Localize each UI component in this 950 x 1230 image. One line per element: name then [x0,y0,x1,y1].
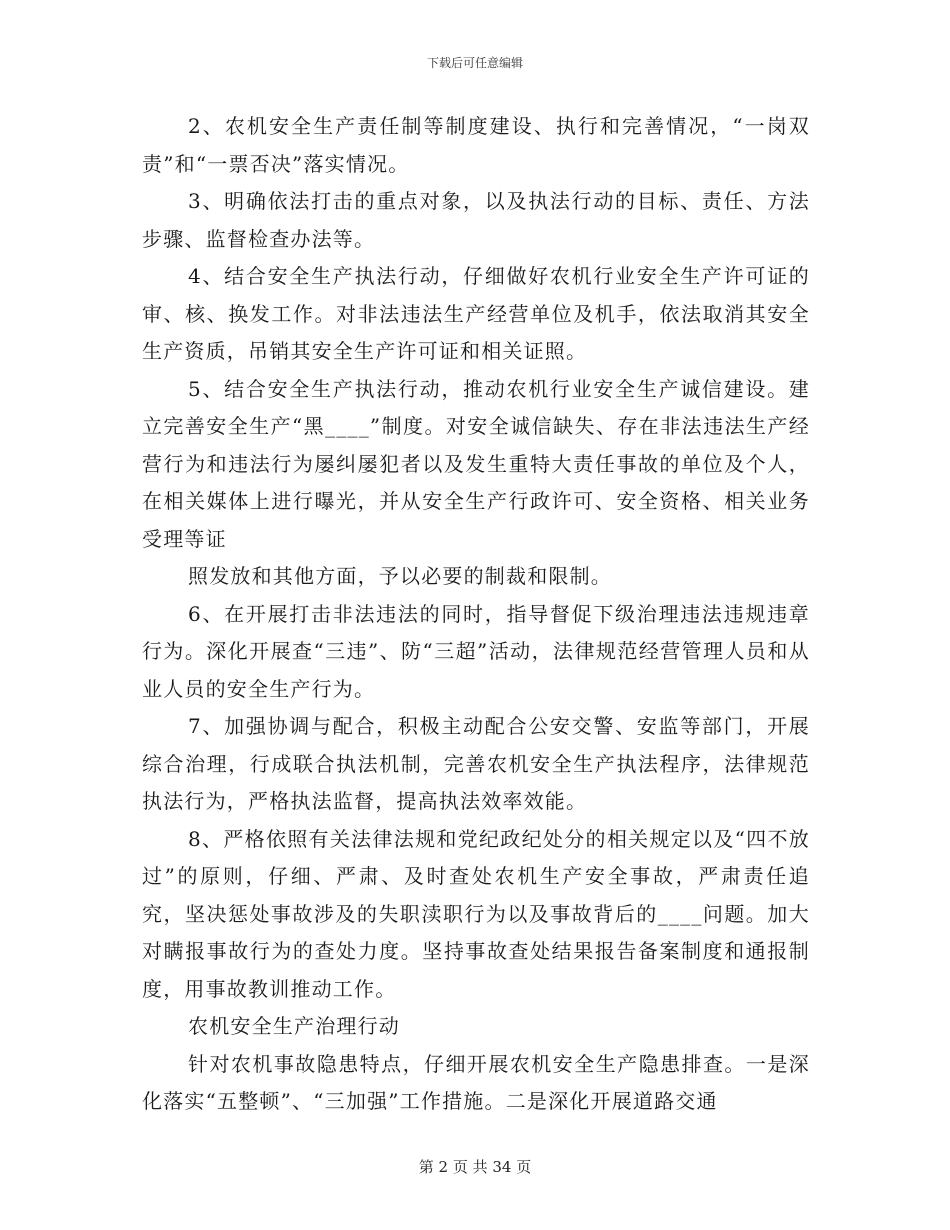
section-heading: 农机安全生产治理行动 [188,1014,400,1038]
page-header-note: 下载后可任意编辑 [426,56,523,70]
page-number: 第 2 页 共 34 页 [418,1158,532,1176]
paragraph-item-2: 2、农机安全生产责任制等制度建设、执行和完善情况，“一岗双责”和“一票否决”落实情况。 [142,114,810,176]
paragraph-item-8: 8、严格依照有关法律法规和党纪政纪处分的相关规定以及“四不放过”的原则，仔细、严肃、及时查处农机生产安全事故，严肃责任追究，坚决惩处事故涉及的失职渎职行为以及事故背后的____问题。加大对瞒报事故行为的查处力度。坚持事故查处结果报告备案制度和通报制度，用事故教训推动工作。 [142,826,810,1001]
paragraph-item-4: 4、结合安全生产执法行动，仔细做好农机行业安全生产许可证的审、核、换发工作。对非法违法生产经营单位及机手，依法取消其安全生产资质，吊销其安全生产许可证和相关证照。 [142,264,810,363]
paragraph-item-6: 6、在开展打击非法违法的同时，指导督促下级治理违法违规违章行为。深化开展查“三违”、防“三超”活动，法律规范经营管理人员和从业人员的安全生产行为。 [142,601,810,701]
paragraph-section-intro: 针对农机事故隐患特点，仔细开展农机安全生产隐患排查。一是深化落实“五整顿”、“三加强”工作措施。二是深化开展道路交通 [142,1051,810,1113]
paragraph-item-5: 5、结合安全生产执法行动，推动农机行业安全生产诚信建设。建立完善安全生产“黑____”制度。对安全诚信缺失、存在非法违法生产经营行为和违法行为屡纠屡犯者以及发生重特大责任事故的单位及个人，在相关媒体上进行曝光，并从安全生产行政许可、安全资格、相关业务受理等证 [142,376,810,551]
paragraph-item-7: 7、加强协调与配合，积极主动配合公安交警、安监等部门，开展综合治理，行成联合执法机制，完善农机安全生产执法程序，法律规范执法行为，严格执法监督，提高执法效率效能。 [142,714,810,813]
paragraph-item-5-continued: 照发放和其他方面，予以必要的制裁和限制。 [188,564,612,588]
document-body [142,108,810,1121]
paragraph-item-3: 3、明确依法打击的重点对象，以及执法行动的目标、责任、方法步骤、监督检查办法等。 [142,189,810,251]
